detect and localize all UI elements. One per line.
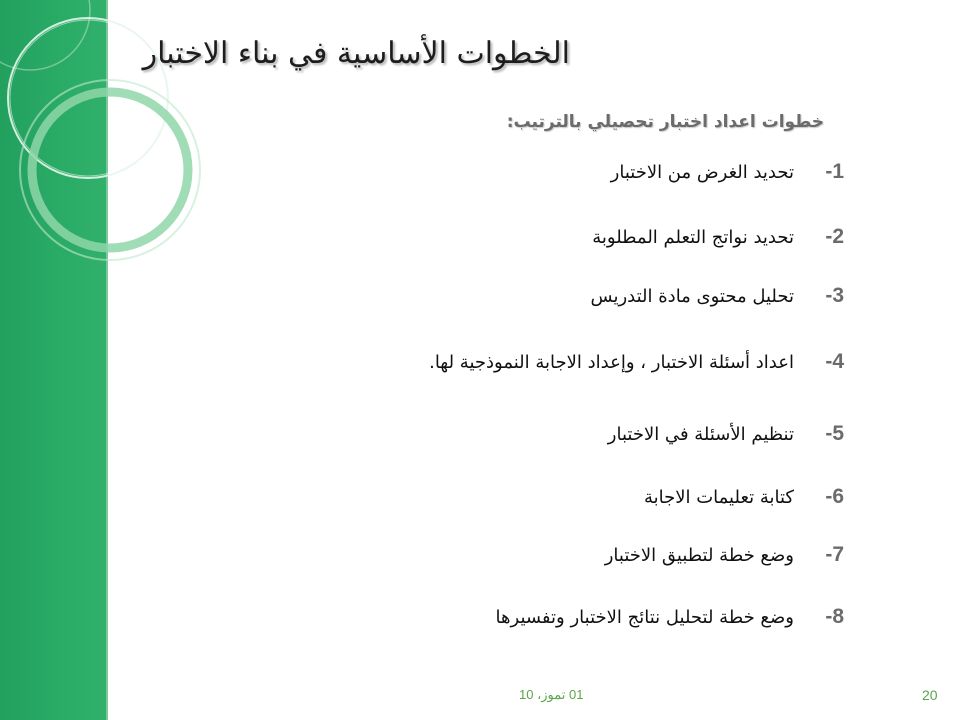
- step-item-3: [591, 284, 844, 308]
- step-item-7: [605, 543, 844, 567]
- step-text: كتابة تعليمات الاجابة: [643, 486, 794, 508]
- slide-subtitle: خطوات اعداد اختبار تحصيلي بالترتيب:: [506, 112, 824, 132]
- step-text: تحديد الغرض من الاختبار: [610, 161, 794, 183]
- step-item-8: [496, 605, 844, 629]
- step-item-2: [592, 225, 844, 249]
- step-number: 6-: [825, 485, 844, 508]
- step-number: 7-: [825, 543, 844, 566]
- step-number: 2-: [825, 225, 844, 248]
- step-number: 4-: [825, 350, 844, 373]
- step-number: 8-: [825, 605, 844, 628]
- step-item-6: [644, 485, 844, 509]
- step-number: 5-: [825, 422, 844, 445]
- step-item-5: [608, 422, 844, 446]
- slide-title: الخطوات الأساسية في بناء الاختبار: [142, 36, 570, 71]
- step-number: 3-: [825, 284, 844, 307]
- step-item-4: [429, 350, 844, 374]
- step-text: اعداد أسئلة الاختبار ، وإعداد الاجابة النموذجية لها.: [429, 351, 794, 373]
- footer-date: 01 تموز، 10: [519, 687, 584, 702]
- step-text: وضع خطة لتطبيق الاختبار: [604, 544, 794, 566]
- step-item-1: [611, 160, 844, 184]
- step-number: 1-: [825, 160, 844, 183]
- step-text: وضع خطة لتحليل نتائج الاختبار وتفسيرها: [495, 606, 794, 628]
- step-text: تحديد نواتج التعلم المطلوبة: [592, 226, 794, 248]
- step-text: تنظيم الأسئلة في الاختبار: [607, 423, 794, 445]
- footer-page-number: 20: [922, 687, 938, 703]
- step-text: تحليل محتوى مادة التدريس: [590, 285, 794, 307]
